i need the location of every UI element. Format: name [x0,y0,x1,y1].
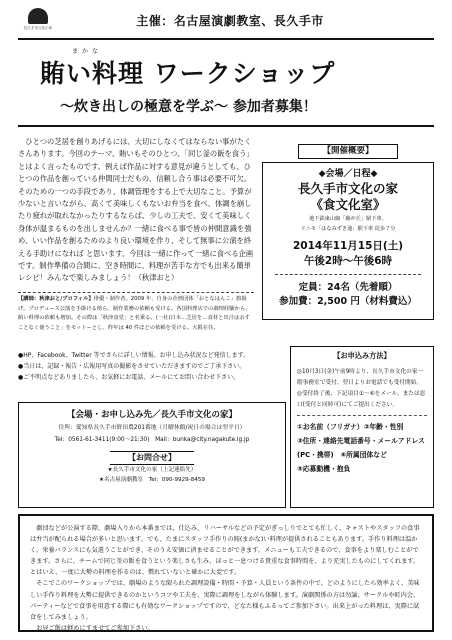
description-paragraph: 劇団などが公演する際、劇場入りから本番までは、仕込み、リハーサルなどの予定がぎっしりでとても忙しく、キャストやスタッフの食事は弁当が配られる場合が多いと思います。でも、たまにスタッフ手作りの賄(まかな)い料理が提供されることもあります。手作り料理は温かく、栄養バランスにも気遣うことができ、そのうえ安価に済ませることができます。メニューも工夫できるので、食事をより楽しむことができます。さらに、チームで同じ釜の飯を食うという楽しさも生み、ほっと一息つける貴重な食事時間を、より充実したものにしてくれます。とはいえ、一度に大勢の料理を作るのは、慣れていないと確かに大変です。 [30,525,420,577]
contact-box [18,402,286,508]
application-item: ⑤応募動機・抱負 [297,465,351,473]
page-title: 賄い料理 ワークショップ [40,59,336,88]
notice-item: ●当日は、記録・報告・広報用写真の撮影をさせていただきますのでご了承下さい。 [18,363,246,370]
intro-divider [18,292,254,293]
event-time: 午後2時～午後6時 [303,255,393,267]
logo-text: 長久手市文化の家 [23,26,53,30]
title-divider [18,125,434,127]
description-paragraph: そこでこのワークショップでは、劇場のような限られた調理設備・時間・予算・人員という条件の中で、どのようにしたら効率よく、美味しい手作り料理を大勢に提供できるのかというコツや工夫を、実際に調理をしながら体験します。演劇関係の方は勿論、サークルや町内会、パーティーなどで食事を用意する際にも有効なワークショップですので、どなた様もふるってご参加下さい。出来上がった料理は、実際に試食をしてみましょう。 [30,580,420,621]
access-line-2: リニモ「はなみずき通」駅下車 徒歩７分 [300,226,396,232]
summary-heading: 【開催概要】 [298,144,398,159]
description-box [18,514,434,632]
venue-room: 《食文化室》 [310,197,386,212]
event-summary-box [262,162,434,320]
venue-heading: ◆会場／日程◆ [318,169,378,179]
contact-tel-mail: Tel：0561-61-3411(9:00～21:30) Mail：bunka@city.nagakute.lg.jp [54,437,250,443]
inquiry-line-2: ★名古屋演劇教室 Tel：090-9929-8459 [98,477,205,483]
capacity: 定員：24名（先着順） [298,282,398,293]
application-box [290,346,434,508]
organizer-line: 主催：名古屋演劇教室、長久手市 [136,14,324,28]
contact-title: 【会場・お申し込み先／長久手市文化の家】 [66,410,237,420]
application-text: ◎10月3日(金)午前9時より、長久手市文化の家一階事務室で受付。翌日よりお電話でも受付開始。◎受付終了後、下記項目①～⑥をメール、または窓口(受付と同時可)にてご提出ください。 [297,369,426,408]
notices [18,350,288,383]
notice-item: ●ご不明点などありましたら、お気軽にお電話、メールにてお問い合わせ下さい。 [18,374,240,381]
organizer-logo [18,8,58,42]
profile-label: 【講師：秋津おと/プロフィル】 [18,296,94,302]
title-ruby: まかな [72,48,103,55]
header-divider [18,38,434,40]
profile-text: 俳優・制作者。2009 年、自身の企画団体「おとなはんこ」旗揚げ。プロデュース公演を手掛ける傍ら、制作業務の依頼も受ける。各国料理店での調理経験から、賄い料理の依頼も増加。その際は「秋津食堂」と名乗る。(一社)日本…芝居を…食材と出汁は余すことなく使うこと」をモットーとし、昨年は 40 件ほどの依頼を受ける。大阪在住。 [18,296,251,331]
application-item: ①お名前（フリガナ）②年齢・性別 [297,423,404,431]
description-paragraph: お昼ご飯は軽めにすませてご参加下さい。 [36,624,154,632]
instructor-profile [18,295,254,333]
access-line-1: 地下鉄東山線「藤が丘」駅下車、 [309,216,387,222]
event-date: 2014年11月15日(土) [292,240,404,252]
fee: 参加費：2,500 円（材料費込） [279,296,417,307]
notice-item: ●HP、Facebook、Twitter 等でさらに詳しい情報、お申し込み状況など発信します。 [18,352,250,359]
contact-address: 住所：愛知県長久手市野田農201番地（月曜休館/祝日の場合は翌平日） [58,425,246,431]
inquiry-line-1: ★長久手市文化の家（上記連絡先） [107,467,197,473]
inquiry-heading: 【お問合せ】 [110,451,194,465]
application-item: ③住所・連絡先電話番号・メールアドレス(PC・携帯) ④所属団体など [297,437,425,459]
page-subtitle: ～炊き出しの極意を学ぶ～ 参加者募集！ [60,99,317,115]
application-title: 【お申込み方法】 [333,351,391,360]
logo-mark-icon [28,8,48,24]
summary-divider [275,274,421,275]
venue-name: 長久手市文化の家 [297,181,398,196]
intro-text: ひとつの芝居を創りあげるには、大切にしなくてはならない事がたくさんあります。今回のテーマ、賄いもそのひとつ、「同じ釜の飯を食う」とはよく言ったものです。例えば作品に対する意見が違うとしても、ひとつの作品を創っている仲間同士だもの、信頼し合う事は必要不可欠。そのための一つの手段であり、体調管理をする上で大切なこと。予算が少ないと言いながら、高くて美味しくもないお弁当を食べ、体調を崩したり疲れが取れなかったりするならば、少しの工夫で、安くて美味しく身体が温まるものを出しませんか？一緒に食べる事で皆の仲間意識を強め、いい作品を創るためのより良い環境を作り、そして無事に公演を終える手助けになれば と思います。今回は一緒に作って一緒に食べる企画です。制作準備の合間に、空き時間に、料理が苦手な方でも出来る簡単レシピ！みんなで楽しみましょう！（秋津おと） [18,137,254,283]
application-divider [297,415,427,416]
